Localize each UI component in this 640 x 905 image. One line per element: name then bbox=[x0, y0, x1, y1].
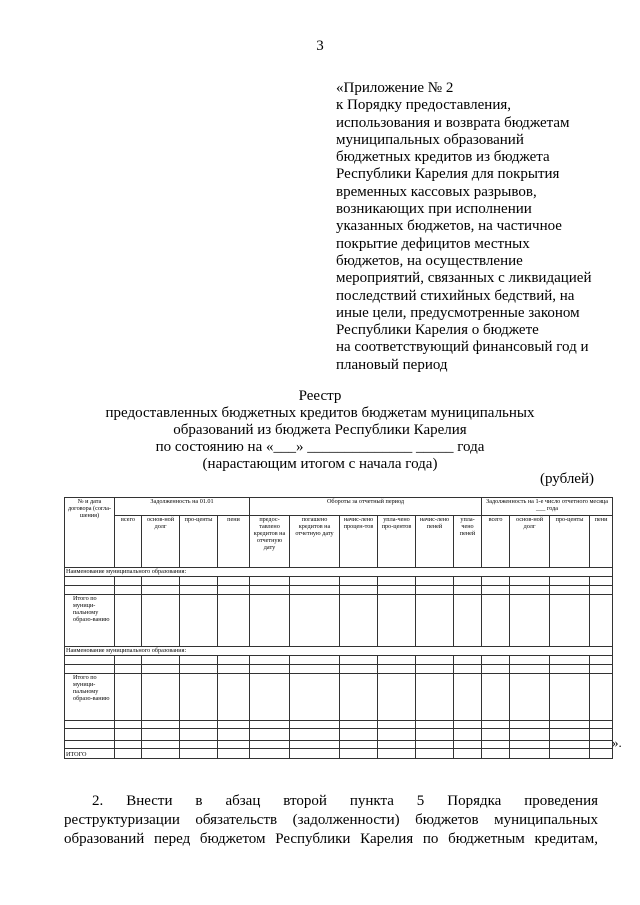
group-header-debt-start: Задолженность на 01.01 bbox=[115, 498, 250, 516]
units-label: (рублей) bbox=[539, 471, 594, 487]
section-label: Наименование муниципального образования: bbox=[65, 647, 613, 656]
appendix-line: временных кассовых разрывов, bbox=[336, 183, 537, 200]
subtotal-label: Итого по муници-пальному образо-ванию bbox=[65, 674, 115, 721]
appendix-line: на соответствующий финансовый год и bbox=[336, 339, 589, 356]
paragraph-line: образований перед бюджетом Республики Карелия по бюджетным кредитам, bbox=[64, 831, 598, 847]
registry-subtitle-1: предоставленных бюджетных кредитов бюджетам муниципальных bbox=[105, 405, 535, 421]
paragraph bbox=[64, 830, 598, 849]
registry-title: Реестр bbox=[298, 388, 342, 404]
col-header: погашено кредитов на отчетную дату bbox=[290, 516, 340, 568]
paragraph bbox=[64, 811, 598, 830]
group-header-debt-month: Задолженность на 1-е число отчетного месяца ___ года bbox=[482, 498, 613, 516]
page-number: 3 bbox=[316, 38, 324, 54]
paragraph-line: реструктуризации обязательств (задолженности) бюджетов муниципальных bbox=[64, 812, 598, 828]
registry-table bbox=[64, 497, 613, 759]
registry-subtitle-2: образований из бюджета Республики Карелия bbox=[173, 422, 467, 438]
appendix-line: указанных бюджетов, на частичное bbox=[336, 218, 562, 235]
appendix-line: последствий стихийных бедствий, на bbox=[336, 287, 575, 304]
appendix-header bbox=[336, 80, 626, 374]
col-header: основ-ной долг bbox=[510, 516, 550, 568]
col-header: всего bbox=[115, 516, 142, 568]
subtotal-label: Итого по муници-пальному образо-ванию bbox=[65, 595, 115, 647]
col-header: предос-тавлено кредитов на отчетную дату bbox=[250, 516, 290, 568]
appendix-line: мероприятий, связанных с ликвидацией bbox=[336, 270, 592, 287]
appendix-line: Республики Карелия о бюджете bbox=[336, 322, 539, 339]
appendix-line: бюджетов, на осуществление bbox=[336, 252, 523, 269]
col-header: пени bbox=[218, 516, 250, 568]
appendix-line: возникающих при исполнении bbox=[336, 201, 532, 218]
group-header-turnover: Обороты за отчетный период bbox=[250, 498, 482, 516]
appendix-line: бюджетных кредитов из бюджета bbox=[336, 149, 550, 166]
section-label: Наименование муниципального образования: bbox=[65, 568, 613, 577]
appendix-line: плановый период bbox=[336, 356, 448, 373]
col-header: про-центы bbox=[550, 516, 590, 568]
appendix-line: иные цели, предусмотренные законом bbox=[336, 304, 580, 321]
appendix-line: Республики Карелия для покрытия bbox=[336, 166, 560, 183]
col-header: основ-ной долг bbox=[142, 516, 180, 568]
appendix-line: использования и возврата бюджетам bbox=[336, 114, 570, 131]
appendix-line: муниципальных образований bbox=[336, 131, 524, 148]
col-header: начис-лено пеней bbox=[416, 516, 454, 568]
total-label: ИТОГО bbox=[65, 749, 115, 759]
registry-date-line: по состоянию на «___» ______________ _____ года bbox=[155, 439, 485, 455]
col-header-contract: № и дата договора (согла-шения) bbox=[65, 498, 115, 568]
paragraph-line: 2. Внести в абзац второй пункта 5 Порядка проведения bbox=[92, 793, 598, 809]
appendix-line: к Порядку предоставления, bbox=[336, 97, 512, 114]
col-header: пени bbox=[590, 516, 613, 568]
col-header: начис-лено процен-тов bbox=[340, 516, 378, 568]
closing-quote: ». bbox=[612, 735, 622, 750]
col-header: упла-чено про-центов bbox=[378, 516, 416, 568]
paragraph bbox=[92, 792, 598, 811]
col-header: всего bbox=[482, 516, 510, 568]
col-header: про-центы bbox=[180, 516, 218, 568]
appendix-line: «Приложение № 2 bbox=[336, 80, 454, 96]
col-header: упла-чено пеней bbox=[454, 516, 482, 568]
appendix-line: покрытие дефицитов местных bbox=[336, 235, 530, 252]
registry-note: (нарастающим итогом с начала года) bbox=[202, 456, 438, 472]
